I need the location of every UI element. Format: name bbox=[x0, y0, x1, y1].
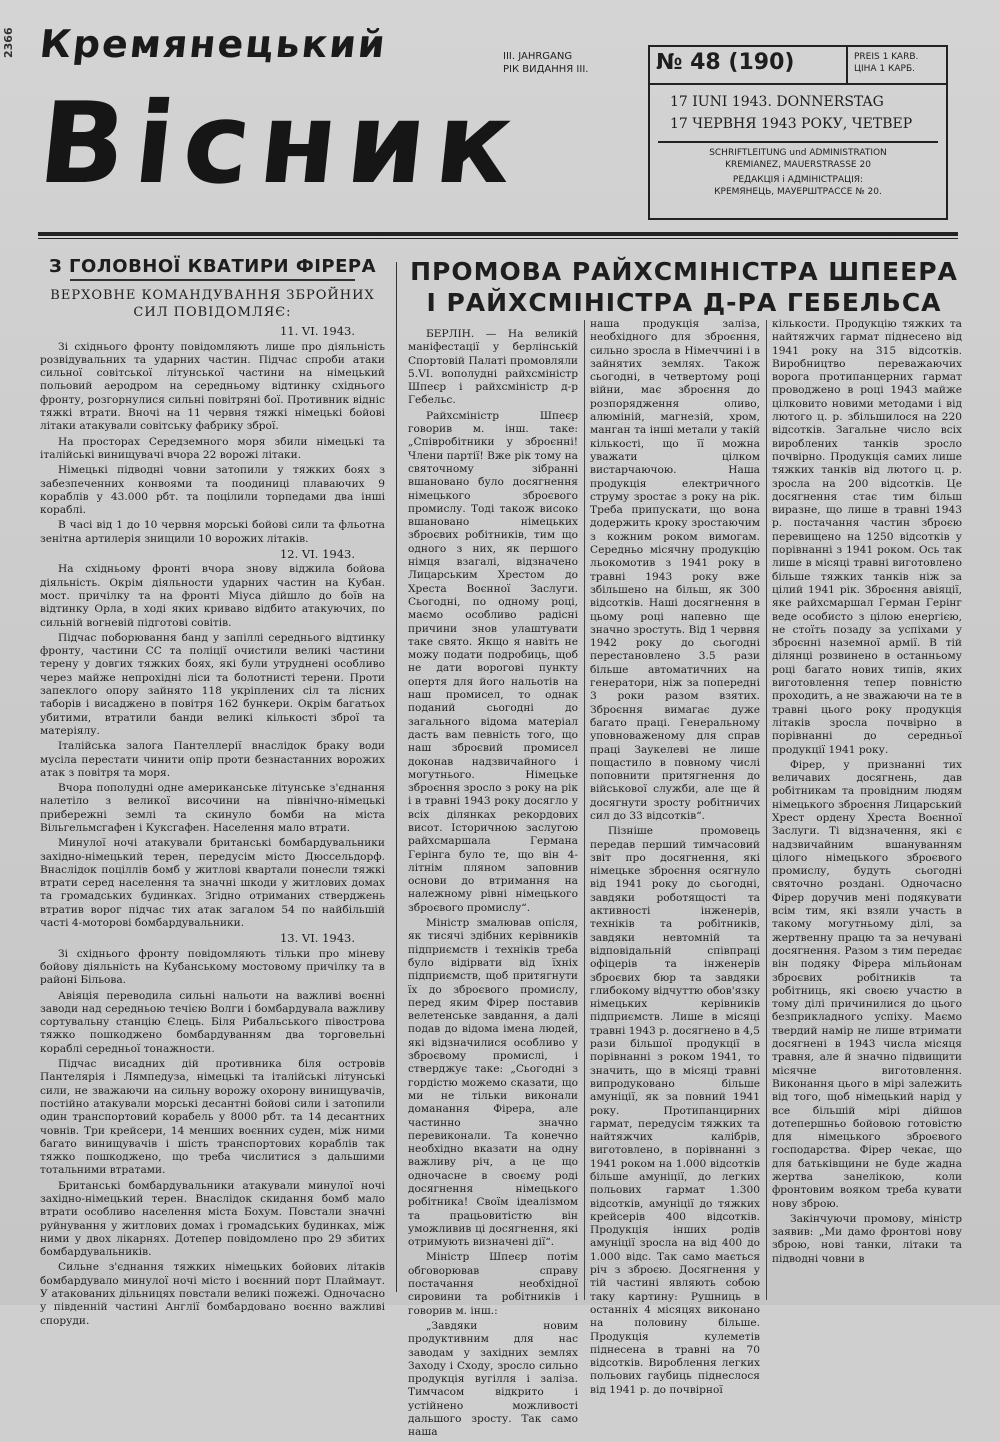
dateline-1: 11. VI. 1943. bbox=[279, 324, 355, 339]
paragraph: Підчас висадних дій противника біля островів Пантелярія і Лямпедуза, німецькі та італійські літунські сили, не зважаючи на сильну ворожу охорону винищувачів, постійно атакували морські десантні бойові сили і затопили один транспортовий корабель у 8000 рбт. та 14 десантних човнів. Три крейсери, 14 менших воєнних суден, між ними багато винищувачів і шість транспортових кораблів так тяжко пошкоджено, що треба числитися з дальшими тотальними втратами. bbox=[40, 1058, 385, 1177]
paragraph: Вчора пополудні одне американське літунське з'єднання налетіло з великої височини на північно-німецькі прибережні землі та скинуло бомби на міста Вільгельмсгафен і Куксгафен. Населення мало втрати. bbox=[40, 782, 385, 834]
left-headline-rule bbox=[70, 279, 355, 281]
paragraph: На просторах Середземного моря збили німецькі та італійські винищувачі вчора 22 ворожі літаки. bbox=[40, 435, 385, 461]
right-article-column-1 bbox=[408, 328, 578, 1442]
address-de-2: KREMIANEZ, MAUERSTRASSE 20 bbox=[725, 160, 871, 170]
infobox-divider bbox=[658, 141, 938, 143]
paragraph: Авіяція переводила сильні нальоти на важливі воєнні заводи над середньою течією Волги і бомбардувала важливу сортувальну станцію Єлець. Біля Рибальського півострова тяжко пошкоджено бомбардуванням два торговельні кораблі середньої тонажности. bbox=[40, 989, 385, 1055]
dateline-2: 12. VI. 1943. bbox=[279, 547, 355, 562]
masthead-title-top: Кремянецький bbox=[37, 22, 390, 66]
left-column-article bbox=[40, 256, 385, 1330]
address-ua-1: РЕДАКЦІЯ і АДМІНІСТРАЦІЯ: bbox=[732, 175, 864, 185]
right-headline-line-2: І РАЙХСМІНІСТРА Д-РА ГЕБЕЛЬСА bbox=[426, 288, 942, 317]
address-de-1: SCHRIFTLEITUNG und ADMINISTRATION bbox=[709, 148, 887, 158]
year-box bbox=[503, 50, 613, 76]
paragraph: Зі східнього фронту повідомляють лише про діяльність розвідувальних та ударних частин. Підчас спроби атаки сильної совітської літунської частини на німецький польовий аеродром на середньому відтинку східнього фронту, розгорнулися сильні повітряні бої. Противник відніс тяжкі втрати. Вночі на 11 червня тяжкі німецькі бойові літаки атакували совітську фабрику зброї. bbox=[40, 340, 385, 433]
paragraph: Зі східнього фронту повідомляють тільки про міневу бойову діяльність на Кубанському мостовому причілку та в районі Більова. bbox=[40, 947, 385, 987]
masthead-rule bbox=[38, 232, 958, 236]
masthead-title-main: Вісник bbox=[33, 79, 529, 209]
column-divider bbox=[396, 262, 397, 1292]
column-rule bbox=[766, 320, 767, 1300]
paragraph: Міністр Шпеєр потім обговорював справу постачання необхідної сировини та робітників і говорив м. інш.: bbox=[408, 1251, 578, 1317]
paragraph: Італійська залога Пантеллерії внаслідок браку води мусіла перестати чинити опір проти безнастанних ворожих атак з повітря та моря. bbox=[40, 740, 385, 779]
paragraph: кількости. Продукцію тяжких та найтяжчих гармат піднесено від 1941 року на 315 відсотків. Виробництво переважаючих ворога протипанцерних гармат проводжено в році 1943 майже цілковито новими методами і від лютого ц. р. збільшилося на 220 відсотків. Загальне число всіх вироблених танків зросло почвірно. Продукція самих лише тяжких танків від лютого ц. р. зросла на 200 відсотків. Це досягнення стає тим більш виразне, що лише в травні 1943 р. постачання частин зброєю перевищено на 1250 відсотків у порівнанні з 1941 роком. Ось так лише в місяці травні виготовлено більше тяжких танків ніж за цілий 1941 рік. Зброєння авіяції, яке райхсмаршал Герман Герінг веде особисто з цілою енергією, не стоїть позаду за успіхами у зброєнні наземної армії. В тій ділянці розвинено в останньому році багато нових типів, яких виготовлення тепер повністю проходить, а не зважаючи на те в травні цього року продукція літаків зросла почвірно в порівнанні до середньої продукції 1941 року. bbox=[772, 318, 962, 756]
paragraph: Фірер, у признанні тих величавих досягнень, дав робітникам та провідним людям німецького зброєння Лицарський Хрест ордену Хреста Воєнної Заслуги. Ті відзначення, які є надзвичайним вшануванням цілого німецького зброєвого промислу, будуть сьогодні святочно роздані. Одночасно Фірер доручив мені подякувати всім тим, які взяли участь в такому могутньому ділі, за жертвенну працю та за нечувані досягнення. Разом з тим передає він подяку Фірера мільйонам зброєвих робітників та робітниць, які своєю участю в тому ділі причинилися до цього безприкладного успіху. Маємо твердий намір не лише втримати досягнені в 1943 числа місяця травня, але й значно підвищити місячне виготовлення. Виконання цього в мірі залежить від того, щоб німецький нарід у все більшій мірі дійшов дотепершньо бойовою готовістю для німецького зброєвого господарства. Фірер чекає, що для батьківщини не буде жадна жертва занелікою, коли фронтовим вояком треба кувати нову зброю. bbox=[772, 758, 962, 1210]
paragraph: На східньому фронті вчора знову віджила бойова діяльність. Окрім діяльности ударних частин на Кубан. мост. причілку та на фронті Міуса дійшло до боїв на відтинку Орла, в ході яких кривавo відбито атакуючих, по сильній вогневій підготові совітів. bbox=[40, 563, 385, 629]
right-headline-line-1: ПРОМОВА РАЙХСМІНІСТРА ШПЕЕРА bbox=[410, 257, 958, 286]
archive-number: 2366 bbox=[2, 27, 15, 58]
paragraph: Підчас поборювання банд у запіллі середнього відтинку фронту, частини СС та поліції очистили великі частини терену у довгих тяжких боях, які були утруднені особливо через майже непрохідні ліси та болотнисті терени. Проти запеклого опору зайнято 118 укріплених сіл та лісних таборів і висаджено в повітря 162 бункери. Окрім багатьох убитими, втратили банди великі кількості зброї та матеріялу. bbox=[40, 631, 385, 737]
year-ua: РІК ВИДАННЯ III. bbox=[503, 64, 589, 75]
paragraph: Пізніше промовець передав перший тимчасовий звіт про досягнення, які німецьке зброєння осягнуло від 1941 року до сьогодні, завдяки роботящості та активності інженерів, техніків та робітників, завдяки невтомній та відповідальній співпраці офіцерів та інженерів зброєвих бюр та завдяки глибокому відчуттю обов'язку німецьких керівників підприємств. Лише в місяці травні 1943 р. досягнено в 4,5 рази більшої продукції в порівнанні з роком 1941, то значить, що в місяці травні випродуковано більше амуніції, як за повний 1941 року. Протипанцирних гармат, передусім тяжких та найтяжчих калібрів, виготовлено, в порівнанні з 1941 роком на 1.000 відсотків більше амуніції, до легких польових гармат 1.300 відсотків, амуніції до тяжких крейсерів 400 відсотків. Продукція інших родів амуніції зросла на від 400 до 1.000 відс. Так само мається річ з зброєю. Досягнення у тій частині являють собою таку картину: Рушниць в останніх 4 місяцях виконано на половину більше. Продукція кулеметів піднесена в травні на 70 відсотків. Вироблення легких польових гаубиць піднеслося від 1941 р. до почвірної bbox=[590, 825, 760, 1396]
paragraph: „Завдяки новим продуктивним для нас заводам у західних землях Заходу і Сходу, зросло сильно продукція вугілля і заліза. Тимчасом відкрито і устійнено можливості дальшого зросту. Так само наша bbox=[408, 1319, 578, 1439]
masthead-rule-thin bbox=[38, 238, 958, 239]
paragraph: Закінчуючи промову, міністр заявив: „Ми дамо фронтові нову зброю, нові танки, літаки та підводні човни в bbox=[772, 1212, 962, 1265]
year-de: III. JAHRGANG bbox=[503, 51, 573, 62]
left-headline: З ГОЛОВНОЇ КВАТИРИ ФІРЕРА bbox=[48, 256, 377, 277]
price-de: PREIS 1 KARB. bbox=[854, 52, 919, 62]
dateline-3: 13. VI. 1943. bbox=[279, 931, 355, 946]
date-de: 17 IUNI 1943. DONNERSTAG bbox=[670, 94, 884, 110]
left-subheading: ВЕРХОВНЕ КОМАНДУВАННЯ ЗБРОЙНИХ СИЛ ПОВІДОМЛЯЄ: bbox=[50, 288, 375, 321]
right-article-column-2 bbox=[590, 318, 760, 1399]
right-headline bbox=[408, 256, 960, 318]
price-ua: ЦІНА 1 КАРБ. bbox=[854, 64, 916, 74]
issue-number: № 48 (190) bbox=[650, 47, 848, 83]
paragraph: Міністр змалював опісля, як тисячі здібних керівників підприємств і техніків треба було відірвати від їхніх підприємств, щоб притягнути їх до зброєвого промислу, перед яким Фірер поставив велетенське завдання, а далі подав до відома імена людей, які відзначилися особливо у зброєвому промислі, і стверджує таке: „Сьогодні з гордістю можемо сказати, що ми не тільки виконали доманання Фірера, але частинно значно перевиконали. Та конечно необхідно вказати на одну важливу річ, а це що одночасне в своєму роді досягнення німецького робітника! Своїм ідеалізмом та працьовитістю він уможливив ці досягнення, які отримують визначені дії“. bbox=[408, 917, 578, 1249]
right-article-column-3 bbox=[772, 318, 962, 1268]
paragraph: БЕРЛІН. — На великій маніфестації у берлінській Спортовій Палаті промовляли 5.VI. вополудні райхсміністр Шпеєр і райхсміністр д-р Гебельс. bbox=[408, 328, 578, 407]
paragraph: Сильне з'єднання тяжких німецьких бойових літаків бомбардувало минулої ночі місто і воєнний порт Плаймаут. У атакованих дільницях повстали великі пожежі. Одночасно у південній частині Англії бомбардовано воєнно важливі споруди. bbox=[40, 1261, 385, 1327]
paragraph: В часі від 1 до 10 червня морські бойові сили та фльотна зенітна артилерія знищили 10 ворожих літаків. bbox=[40, 519, 385, 545]
paragraph: Минулої ночі атакували британські бомбардувальники західно-німецький терен, передусім місто Дюссельдорф. Внаслідок поціллів бомб у житлові квартали понесли тяжкі втрати серед населення та значні шкоди у житлових домах та громадських будинках. Згідно отриманих стверджень втратив ворог підчас тих атак загалом 54 по найбільшій часті 4-моторові бомбардувальники. bbox=[40, 837, 385, 930]
address-ua-2: КРЕМЯНЕЦЬ, МАУЕРШТРАССЕ № 20. bbox=[714, 187, 882, 197]
paragraph: Райхсміністр Шпеєр говорив м. інш. таке: „Співробітники у зброєнні! Члени партії! Вже рік тому на святочному зібранні вшановано було досягнення німецького зброєвого промислу. Тоді також високо вшановано німецьких зброєвих робітників, тим що одного з них, як першого німця взагалі, відзначено Лицарським Хрестом до Хреста Воєнної Заслуги. Сьогодні, по одному році, маємо особливо радісні причини знов улаштувати таке свято. Якщо я навіть не можу подати подробиць, щоб не дати ворогові пункту опертя для його нальотів на наш промисел, то однак поданий сьогодні до загального відома матеріал дасть вам певність того, що наш зброєвий промисел доконав надзвичайного і могутнього. Німецьке зброєння зросло з року на рік і в травні 1943 року досягло у всіх ділянках рекордових висот. Історичною заслугою райхсмаршала Германа Герінга було те, що він 4-літнім пляном заповнив основи до втримання на належному рівні німецького зброєвого промислу“. bbox=[408, 409, 578, 914]
date-ua: 17 ЧЕРВНЯ 1943 РОКУ, ЧЕТВЕР bbox=[670, 116, 913, 132]
paragraph: Німецькі підводні човни затопили у тяжких боях з забезпеченних конвоями та поодиниці плаваючих 9 кораблів у 43.000 рбт. та поцілили торпедами два інші кораблі. bbox=[40, 464, 385, 517]
paragraph: Британські бомбардувальники атакували минулої ночі західно-німецький терен. Внаслідок скидання бомб мало втрати особливо населення міста Бохум. Повстали значні руйнування у житлових домах і громадських будинках, між ними у двох лікарнях. Дотепер повідомлено про 29 збитих бомбардувальників. bbox=[40, 1179, 385, 1259]
price bbox=[848, 47, 946, 83]
paragraph: наша продукція заліза, необхідного для зброєння, сильно зросла в Німеччині і в зайнятих землях. Також сьогодні, в четвертому році війни, має зброєння до розпорядження оливо, алюміній, магнезій, хром, манган та інші метали у такій кількості, що її можна уважати цілком вистарчаючою. Наша продукція електричного струму зростає з року на рік. Треба припускати, що вона додержить кроку зростаючим з кожним роком вимогам. Середньо місячну продукцію льокомотив з 1941 року в травні 1943 року вже збільшено на більш, як 300 відсотків. Наші досягнення в цьому році напевно ще значно зростуть. Від 1 червня 1942 року до сьогодні перестановлено 3.5 рази більше автоматичних на генератори, ніж за попередні 3 роки разом взятих. Зброєння вимагає дуже багато праці. Генеральному уповноваженому для справ праці Заукелеві не лише пощастило в повному числі поповнити притягнення до військової служби, але ще й досягнути зросту робітничих сил до 33 відсотків“. bbox=[590, 318, 760, 822]
issue-info-box bbox=[648, 45, 948, 220]
column-rule bbox=[584, 320, 585, 1300]
